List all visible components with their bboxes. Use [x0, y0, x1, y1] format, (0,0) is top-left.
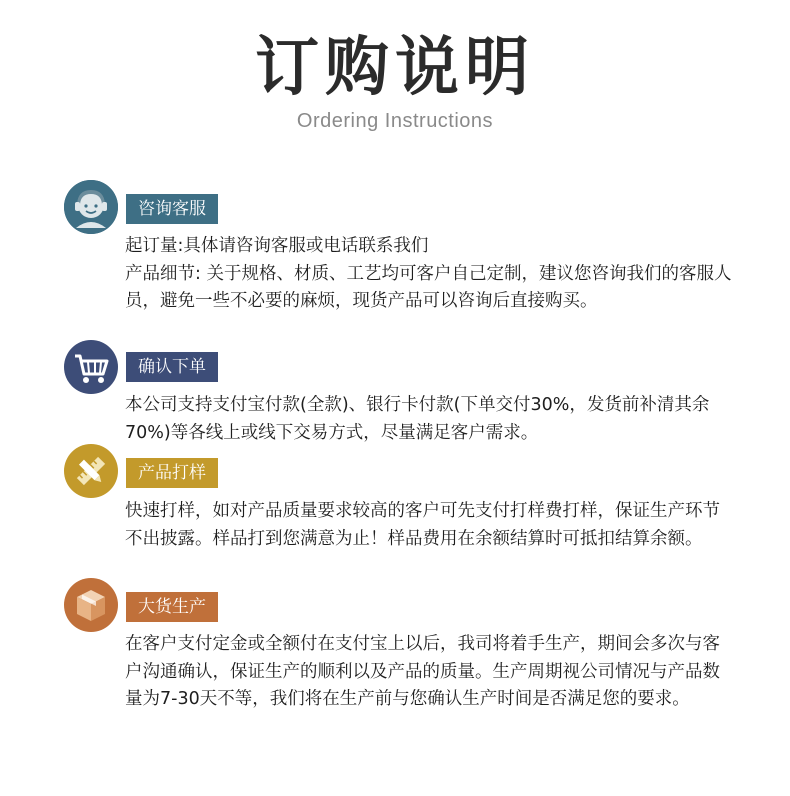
section-body-consult — [125, 233, 735, 316]
page-title-text: 订购说明 — [255, 31, 535, 105]
section-label-production: 大货生产 — [126, 592, 218, 622]
paragraph: 本公司支持支付宝付款(全款)、银行卡付款(下单交付30%，发货前补清其余70%)等各线上或线下交易方式，尽量满足客户需求。 — [125, 395, 710, 443]
section-label-order: 确认下单 — [126, 352, 218, 382]
customer-service-icon — [64, 180, 118, 234]
paragraph: 在客户支付定金或全额付在支付宝上以后，我司将着手生产，期间会多次与客户沟通确认，保证生产的顺利以及产品的质量。生产周期视公司情况与产品数量为7-30天不等，我们将在生产前与您确认生产时间是否满足您的要求。 — [125, 634, 720, 709]
page-title — [255, 28, 535, 108]
section-body-sample — [125, 498, 735, 553]
pencil-ruler-icon — [64, 444, 118, 498]
page-subtitle: Ordering Instructions — [296, 110, 494, 132]
paragraph: 快速打样，如对产品质量要求较高的客户可先支付打样费打样，保证生产环节不出披露。样品打到您满意为止！样品费用在余额结算时可抵扣结算余额。 — [125, 501, 720, 549]
shopping-cart-icon — [64, 340, 118, 394]
paragraph: 产品细节: 关于规格、材质、工艺均可客户自己定制，建议您咨询我们的客服人员，避免一些不必要的麻烦，现货产品可以咨询后直接购买。 — [125, 263, 732, 311]
section-label-consult: 咨询客服 — [126, 194, 218, 224]
title-block — [0, 28, 790, 108]
section-label-sample: 产品打样 — [126, 458, 218, 488]
box-icon — [64, 578, 118, 632]
section-body-production — [125, 631, 735, 714]
paragraph: 起订量:具体请咨询客服或电话联系我们 — [125, 236, 429, 256]
section-body-order — [125, 392, 735, 447]
